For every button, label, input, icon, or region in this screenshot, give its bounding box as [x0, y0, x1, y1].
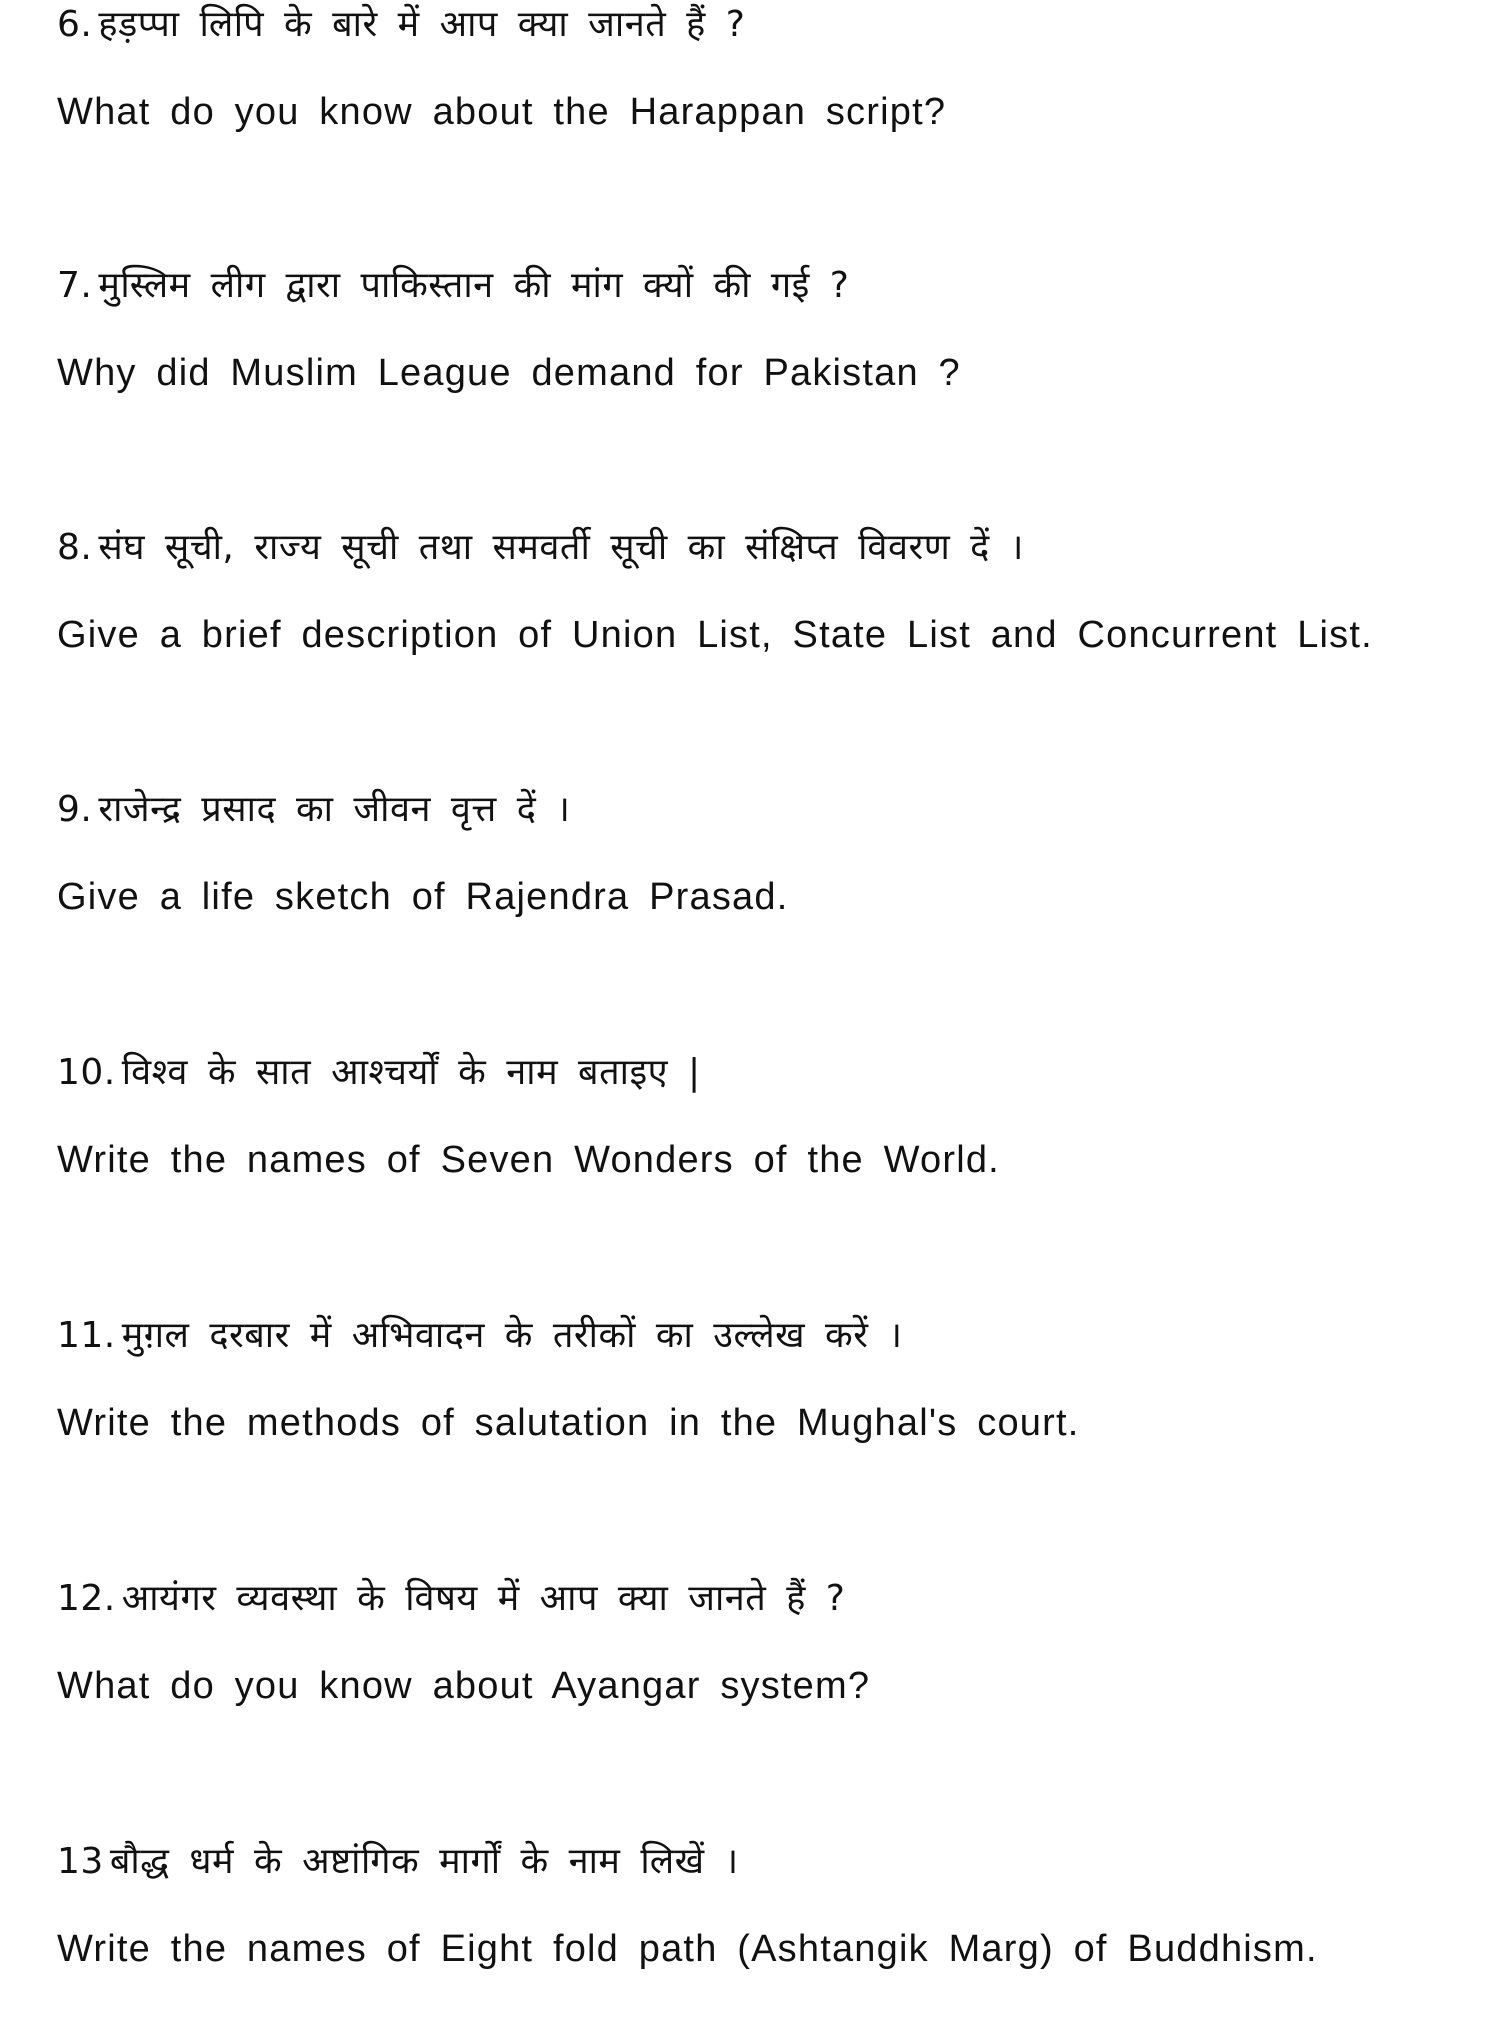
hindi-question: राजेन्द्र प्रसाद का जीवन वृत्त दें ।	[98, 789, 571, 830]
question-number: 9.	[57, 789, 93, 830]
question-english-text: Write the methods of salutation in the Mughal's court.	[57, 1402, 1080, 1444]
question-10	[57, 1050, 1477, 1183]
question-hindi-text	[57, 1050, 1477, 1096]
question-english-text: Give a brief description of Union List, State List and Concurrent List.	[57, 614, 1373, 656]
question-number: 13	[57, 1841, 104, 1882]
question-hindi-text	[57, 1313, 1477, 1359]
question-english-text: What do you know about the Harappan script?	[57, 91, 947, 133]
question-hindi-text	[57, 2, 1477, 48]
question-number: 11.	[57, 1315, 116, 1356]
question-6	[57, 2, 1477, 135]
question-english-text: What do you know about Ayangar system?	[57, 1665, 871, 1707]
question-english-text: Give a life sketch of Rajendra Prasad.	[57, 876, 789, 918]
question-english-text: Why did Muslim League demand for Pakistan ?	[57, 352, 961, 394]
question-hindi-text	[57, 1576, 1477, 1622]
question-number: 12.	[57, 1578, 116, 1619]
question-number: 6.	[57, 4, 93, 45]
question-number: 7.	[57, 265, 93, 306]
question-hindi-text	[57, 525, 1477, 571]
hindi-question: आयंगर व्यवस्था के विषय में आप क्या जानते हैं ?	[121, 1578, 846, 1619]
hindi-question: बौद्ध धर्म के अष्टांगिक मार्गों के नाम लिखें ।	[109, 1841, 739, 1882]
question-13	[57, 1839, 1477, 1972]
question-9	[57, 787, 1477, 920]
hindi-question: हड़प्पा लिपि के बारे में आप क्या जानते हैं ?	[98, 4, 746, 45]
hindi-question: मुस्लिम लीग द्वारा पाकिस्तान की मांग क्यों की गई ?	[98, 265, 850, 306]
hindi-question: मुग़ल दरबार में अभिवादन के तरीकों का उल्लेख करें ।	[121, 1315, 903, 1356]
question-hindi-text	[57, 1839, 1477, 1885]
question-12	[57, 1576, 1477, 1709]
question-hindi-text	[57, 787, 1477, 833]
question-7	[57, 263, 1477, 396]
question-number: 8.	[57, 527, 93, 568]
question-number: 10.	[57, 1052, 116, 1093]
hindi-question: संघ सूची, राज्य सूची तथा समवर्ती सूची का संक्षिप्त विवरण दें ।	[98, 527, 1024, 568]
question-hindi-text	[57, 263, 1477, 309]
question-11	[57, 1313, 1477, 1446]
question-english-text: Write the names of Eight fold path (Ashtangik Marg) of Buddhism.	[57, 1928, 1318, 1970]
hindi-question: विश्व के सात आश्चर्यों के नाम बताइए |	[121, 1052, 701, 1093]
question-english-text: Write the names of Seven Wonders of the World.	[57, 1139, 1000, 1181]
question-8	[57, 525, 1477, 658]
